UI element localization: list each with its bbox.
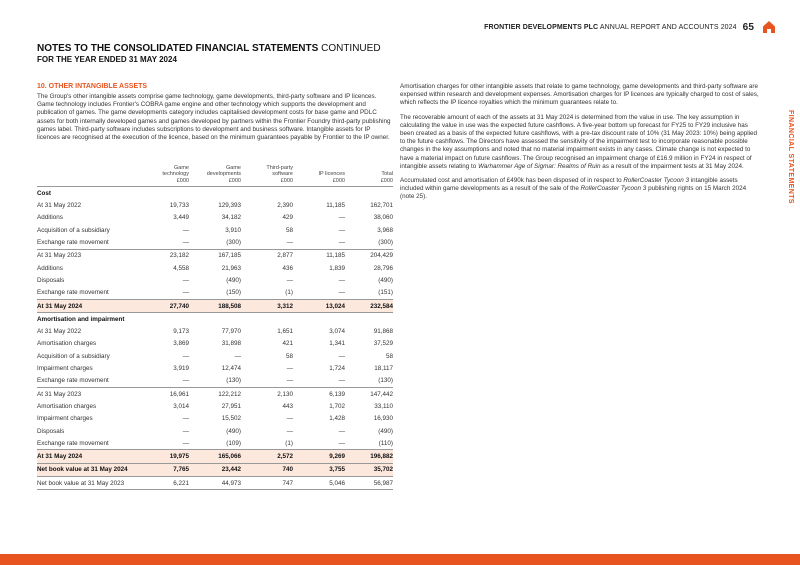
column-header: [139, 165, 189, 187]
table-row: [37, 249, 393, 262]
cell-value: 16,930: [373, 415, 393, 423]
cell-value: 421: [282, 340, 293, 348]
cell-value: 1,428: [329, 415, 345, 423]
cell-value: 15,502: [221, 415, 241, 423]
intangible-assets-table: [37, 165, 393, 490]
cell-value: (1): [285, 439, 293, 447]
column-header-unit: £000: [228, 177, 241, 184]
cell-value: 16,961: [139, 387, 189, 400]
p2-end: as a result of the impairment tests at 31 May 2024.: [602, 162, 744, 170]
cell-value: —: [182, 439, 189, 447]
column-header-unit: £000: [380, 177, 393, 184]
cell-value: 1,724: [329, 365, 345, 373]
row-label: Disposals: [37, 276, 65, 284]
cell-value: 740: [241, 463, 293, 476]
page-subtitle: FOR THE YEAR ENDED 31 MAY 2024: [37, 55, 177, 64]
cell-value: —: [182, 226, 189, 234]
cell-value: 28,796: [373, 264, 393, 272]
cell-value: [139, 187, 189, 200]
column-header-line2: Total: [381, 171, 393, 178]
cell-value: 44,973: [189, 477, 241, 490]
cell-value: 56,987: [345, 477, 393, 490]
cell-value: —: [182, 377, 189, 385]
page-title: [37, 43, 381, 54]
column-header: [345, 165, 393, 187]
row-label: Amortisation and impairment: [37, 313, 139, 326]
cell-value: —: [286, 276, 293, 284]
cell-value: (490): [226, 276, 241, 284]
cell-value: —: [182, 276, 189, 284]
row-label: At 31 May 2022: [37, 328, 82, 336]
row-label: Amortisation charges: [37, 402, 97, 410]
column-header: [293, 165, 345, 187]
cell-value: 129,393: [218, 202, 241, 210]
cell-value: 35,702: [345, 463, 393, 476]
table-row: [37, 477, 393, 490]
cell-value: [139, 313, 189, 326]
cell-value: 3,869: [173, 340, 189, 348]
column-header-line2: IP licences: [318, 171, 345, 178]
cell-value: 6,221: [139, 477, 189, 490]
right-paragraph-3: [400, 177, 762, 202]
column-header-line1: Game: [226, 165, 241, 171]
right-paragraph-1: Amortisation charges for other intangible assets that relate to game technology, game developments and third-party software are expensed within research and development expenses. Amortisation charges for IP licences are typically charged to cost of sales, which reflects the IP licence royalties which the minimum guarantees relate to.: [400, 83, 759, 107]
column-header-unit: £000: [176, 177, 189, 184]
row-label: At 31 May 2023: [37, 387, 139, 400]
cell-value: 167,185: [189, 249, 241, 262]
right-paragraph-2: [400, 114, 762, 171]
cell-value: 3,312: [241, 299, 293, 312]
row-label: Exchange rate movement: [37, 439, 109, 447]
table-row: [37, 387, 393, 400]
page-header: [484, 22, 754, 33]
cell-value: 37,529: [373, 340, 393, 348]
table-row: [37, 425, 393, 437]
row-label: Acquisition of a subsidiary: [37, 226, 110, 234]
cell-value: —: [338, 377, 345, 385]
cell-value: —: [234, 352, 241, 360]
cell-value: 7,765: [139, 463, 189, 476]
cell-value: [241, 313, 293, 326]
cell-value: —: [338, 439, 345, 447]
column-header-unit: £000: [280, 177, 293, 184]
column-header-line2: software: [272, 171, 293, 178]
row-label: Net book value at 31 May 2023: [37, 477, 139, 490]
cell-value: [345, 187, 393, 200]
table-row: [37, 212, 393, 224]
cell-value: —: [338, 239, 345, 247]
p3-c: publishing rights on 15 March 2024 (note 25).: [400, 185, 747, 201]
cell-value: (300): [226, 239, 241, 247]
cell-value: 1,702: [329, 402, 345, 410]
cell-value: 429: [282, 214, 293, 222]
row-label: Exchange rate movement: [37, 239, 109, 247]
cell-value: 147,442: [345, 387, 393, 400]
page-title-cont: CONTINUED: [321, 43, 381, 54]
cell-value: 1,651: [277, 328, 293, 336]
cell-value: 18,117: [374, 365, 393, 373]
table-row: [37, 262, 393, 274]
cell-value: 9,173: [173, 328, 189, 336]
cell-value: 58: [285, 226, 293, 234]
side-section-label[interactable]: FINANCIAL STATEMENTS: [787, 110, 794, 204]
cell-value: —: [182, 427, 189, 435]
table-row: [37, 400, 393, 412]
table-body: [37, 187, 393, 490]
table-row: [37, 350, 393, 362]
column-header: [189, 165, 241, 187]
table-row: [37, 287, 393, 300]
cell-value: [293, 187, 345, 200]
cell-value: —: [338, 276, 345, 284]
intro-paragraph: The Group's other intangible assets comprise game technology, game developments, third-party software and IP licences. Game technology includes Frontier's COBRA game engine and other technology which supports the development and publication of games. The game developments category includes capitalised development costs for base game and PDLC assets for both internally developed games and games developed by partners within the Frontier Foundry third-party publishing games label. Third-party software includes subscriptions to development and business software. Intangible assets for IP licences are recognised at the execution of the licence, based on the minimum guarantees payable by Frontier to the IP owner.: [37, 93, 391, 142]
cell-value: 3,449: [173, 214, 189, 222]
home-icon[interactable]: [762, 20, 776, 34]
cell-value: 38,060: [373, 214, 393, 222]
p3-b: intangible assets included within game developments as a result of the sale of the: [400, 177, 738, 193]
cell-value: 21,963: [221, 264, 241, 272]
cell-value: 13,024: [293, 299, 345, 312]
row-label: At 31 May 2024: [37, 450, 139, 463]
table-row: [37, 362, 393, 374]
cell-value: —: [182, 239, 189, 247]
cell-value: —: [182, 415, 189, 423]
p2-text: The recoverable amount of each of the assets at 31 May 2024 is determined from the value in use. The key assumption in calculating the value in use was the expected future cashflows. A five-year bottom up forecast for FY25 to FY29 inclusive has been created as a basis of the expected future cashflows, with a pre-tax discount rate of 10% (31 May 2023: 10%) being applied to the future cashflows. The Directors have assessed the sensitivity of the impairment test to incorporate reasonable possible changes in the key assumptions and noted that no material impairment exists in any cases. Climate change is not expected to have a material impact on future cashflows. The Group recognised an impairment charge of £16.9 million in FY24 in respect of intangible assets relating to: [400, 113, 758, 170]
row-label: Disposals: [37, 427, 65, 435]
cell-value: [293, 313, 345, 326]
table-row: [37, 236, 393, 249]
cell-value: 9,269: [293, 450, 345, 463]
cell-value: —: [182, 352, 189, 360]
p3-game-title-2: RollerCoaster Tycoon 3: [580, 185, 647, 193]
cell-value: 58: [285, 352, 293, 360]
column-header-line1: Game: [174, 165, 189, 171]
cell-value: 3,074: [329, 328, 345, 336]
table-row: [37, 325, 393, 337]
cell-value: 27,740: [139, 299, 189, 312]
cell-value: 5,046: [293, 477, 345, 490]
table-row: [37, 450, 393, 463]
cell-value: 3,014: [173, 402, 189, 410]
cell-value: 747: [241, 477, 293, 490]
header-blank: [37, 165, 139, 187]
table-row: [37, 413, 393, 425]
table-row: [37, 375, 393, 388]
table-row: [37, 437, 393, 450]
cell-value: —: [286, 377, 293, 385]
cell-value: 11,185: [293, 249, 345, 262]
cell-value: 204,429: [345, 249, 393, 262]
cell-value: 3,910: [225, 226, 241, 234]
row-label: Acquisition of a subsidiary: [37, 352, 110, 360]
cell-value: (1): [285, 289, 293, 297]
cell-value: [189, 187, 241, 200]
cell-value: —: [286, 427, 293, 435]
cell-value: —: [286, 415, 293, 423]
p2-game-title: Warhammer Age of Sigmar: Realms of Ruin: [478, 162, 601, 170]
p3-a: Accumulated cost and amortisation of £490k has been disposed of in respect to: [400, 177, 622, 185]
cell-value: 3,755: [293, 463, 345, 476]
row-label: At 31 May 2023: [37, 249, 139, 262]
table-row: [37, 463, 393, 476]
cell-value: 19,975: [139, 450, 189, 463]
cell-value: (490): [378, 276, 393, 284]
column-header: [241, 165, 293, 187]
cell-value: 34,182: [221, 214, 241, 222]
cell-value: (110): [378, 439, 393, 447]
cell-value: 122,212: [189, 387, 241, 400]
row-label: Impairment charges: [37, 365, 93, 373]
cell-value: 31,898: [221, 340, 241, 348]
row-label: Exchange rate movement: [37, 377, 109, 385]
cell-value: (130): [226, 377, 241, 385]
cell-value: 91,868: [373, 328, 393, 336]
cell-value: 1,341: [329, 340, 345, 348]
cell-value: —: [286, 239, 293, 247]
table-row: [37, 200, 393, 212]
cell-value: 33,110: [374, 402, 393, 410]
row-label: Additions: [37, 214, 63, 222]
cell-value: 3,919: [173, 365, 189, 373]
cell-value: 58: [385, 352, 393, 360]
cell-value: —: [338, 352, 345, 360]
cell-value: 12,474: [221, 365, 241, 373]
cell-value: (151): [378, 289, 393, 297]
cell-value: (300): [378, 239, 393, 247]
table-header-row: [37, 165, 393, 187]
page-number: 65: [742, 22, 754, 33]
cell-value: (490): [226, 427, 241, 435]
cell-value: 162,701: [370, 202, 393, 210]
cell-value: 1,839: [329, 264, 345, 272]
p3-game-title-1: RollerCoaster Tycoon 3: [623, 177, 690, 185]
cell-value: —: [338, 289, 345, 297]
cell-value: 443: [282, 402, 293, 410]
cell-value: (109): [226, 439, 241, 447]
right-column: [400, 83, 762, 208]
row-label: Additions: [37, 264, 63, 272]
cell-value: 2,572: [241, 450, 293, 463]
row-label: At 31 May 2024: [37, 299, 139, 312]
cell-value: [241, 187, 293, 200]
cell-value: 27,951: [221, 402, 241, 410]
cell-value: 436: [282, 264, 293, 272]
table-row: [37, 299, 393, 312]
cell-value: 19,733: [169, 202, 189, 210]
cell-value: 3,968: [377, 226, 393, 234]
cell-value: 165,066: [189, 450, 241, 463]
cell-value: 6,139: [293, 387, 345, 400]
cell-value: —: [338, 427, 345, 435]
table-row: [37, 338, 393, 350]
cell-value: 2,390: [277, 202, 293, 210]
cell-value: —: [182, 289, 189, 297]
column-header-line1: Third-party: [266, 165, 293, 171]
table-row: [37, 224, 393, 236]
cell-value: —: [338, 226, 345, 234]
section-heading: 10. OTHER INTANGIBLE ASSETS: [37, 83, 148, 90]
row-label: Net book value at 31 May 2024: [37, 463, 139, 476]
row-label: Amortisation charges: [37, 340, 97, 348]
column-header-line2: technology: [162, 171, 189, 178]
cell-value: 188,508: [189, 299, 241, 312]
cell-value: 77,970: [221, 328, 241, 336]
cell-value: [189, 313, 241, 326]
row-label: Exchange rate movement: [37, 289, 109, 297]
cell-value: 196,882: [345, 450, 393, 463]
cell-value: (150): [226, 289, 241, 297]
company-name: FRONTIER DEVELOPMENTS PLC: [484, 24, 599, 31]
cell-value: 2,877: [241, 249, 293, 262]
cell-value: 23,442: [189, 463, 241, 476]
cell-value: 11,185: [326, 202, 345, 210]
cell-value: 2,130: [241, 387, 293, 400]
table-row: [37, 274, 393, 286]
table-row: [37, 313, 393, 326]
cell-value: 23,182: [139, 249, 189, 262]
column-header-line2: developments: [206, 171, 241, 178]
row-label: Impairment charges: [37, 415, 93, 423]
footer-bar: [0, 554, 800, 565]
report-name: ANNUAL REPORT AND ACCOUNTS 2024: [599, 24, 737, 31]
cell-value: —: [338, 214, 345, 222]
cell-value: [345, 313, 393, 326]
cell-value: 232,584: [345, 299, 393, 312]
table-row: [37, 187, 393, 200]
page-title-main: NOTES TO THE CONSOLIDATED FINANCIAL STATEMENTS: [37, 43, 319, 54]
cell-value: (130): [378, 377, 393, 385]
cell-value: 4,558: [173, 264, 189, 272]
row-label: At 31 May 2022: [37, 202, 82, 210]
cell-value: —: [286, 365, 293, 373]
row-label: Cost: [37, 187, 139, 200]
column-header-unit: £000: [332, 177, 345, 184]
cell-value: (490): [378, 427, 393, 435]
